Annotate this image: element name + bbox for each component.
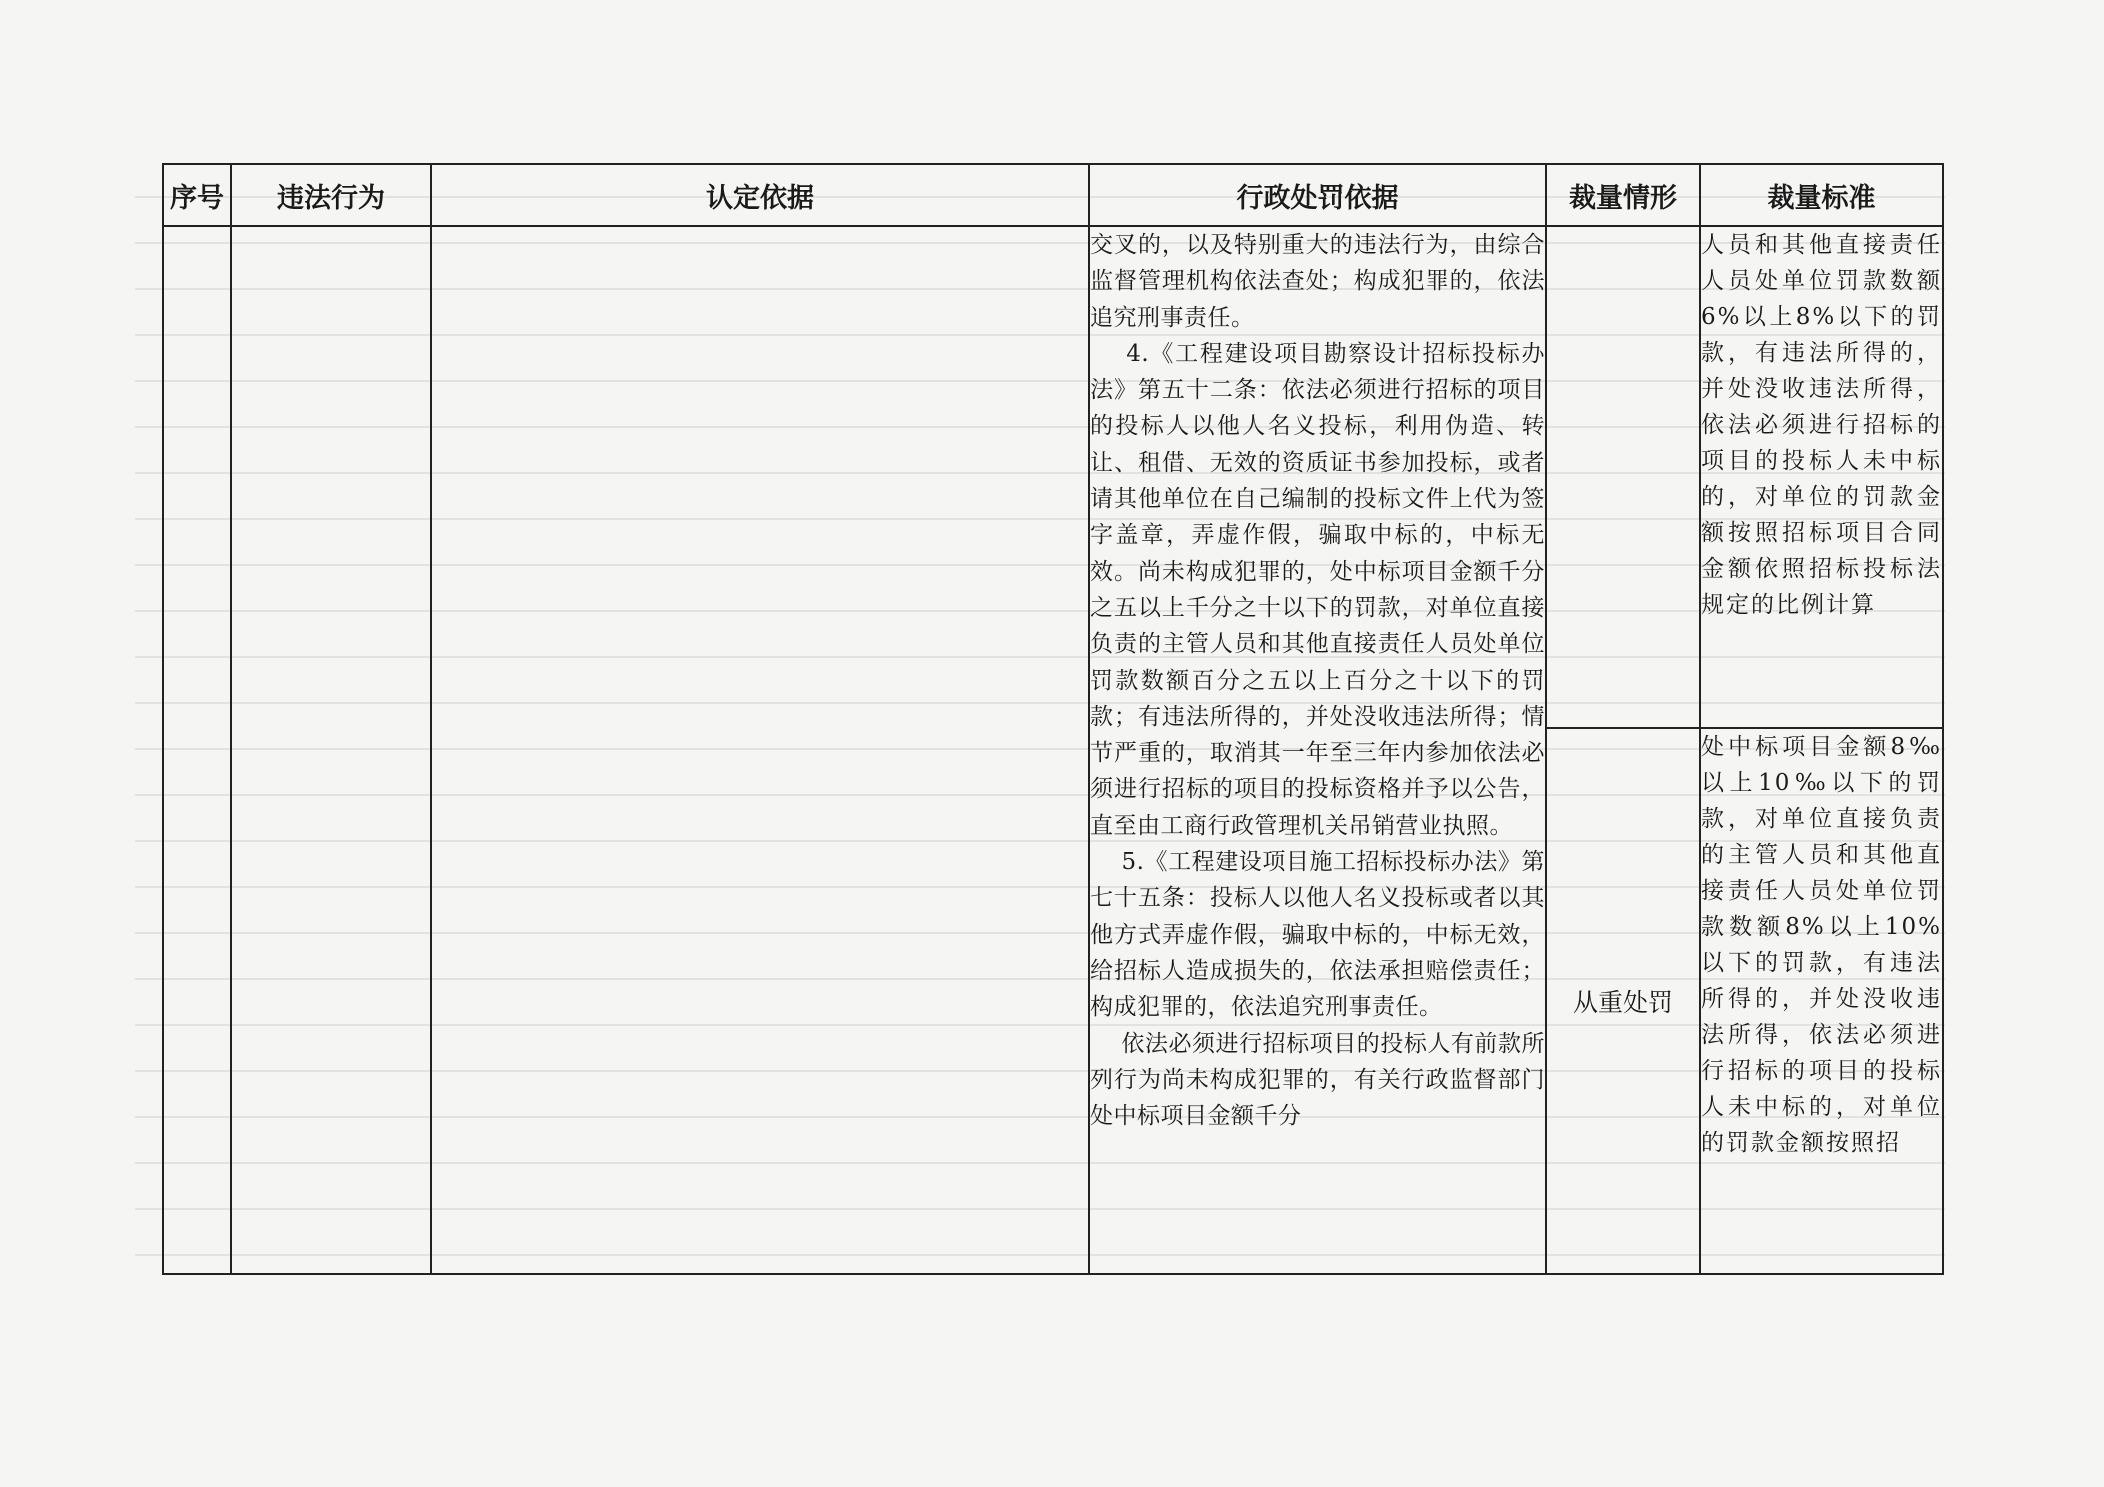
header-penalty-basis: 行政处罚依据 bbox=[1089, 164, 1546, 226]
header-violation: 违法行为 bbox=[231, 164, 431, 226]
header-seq: 序号 bbox=[163, 164, 231, 226]
cell-basis bbox=[431, 226, 1089, 1274]
table-row bbox=[163, 226, 1943, 728]
cell-standard-1: 人员和其他直接责任人员处单位罚款数额6%以上8%以下的罚款，有违法所得的，并处没收违法所得，依法必须进行招标的项目的投标人未中标的，对单位的罚款金额按照招标项目合同金额依照招标投标法规定的比例计算 bbox=[1700, 226, 1943, 728]
cell-violation bbox=[231, 226, 431, 1274]
cell-situation-1 bbox=[1546, 226, 1700, 728]
cell-situation-2: 从重处罚 bbox=[1546, 728, 1700, 1274]
header-basis: 认定依据 bbox=[431, 164, 1089, 226]
cell-standard-2: 处中标项目金额8‰以上10‰以下的罚款，对单位直接负责的主管人员和其他直接责任人员处单位罚款数额8%以上10%以下的罚款，有违法所得的，并处没收违法所得，依法必须进行招标的项目的投标人未中标的，对单位的罚款金额按照招 bbox=[1700, 728, 1943, 1274]
penalty-discretion-table bbox=[162, 163, 1944, 1275]
cell-seq bbox=[163, 226, 231, 1274]
table-header-row bbox=[163, 164, 1943, 226]
header-situation: 裁量情形 bbox=[1546, 164, 1700, 226]
cell-penalty-basis: 交叉的，以及特别重大的违法行为，由综合监督管理机构依法查处；构成犯罪的，依法追究刑事责任。 4.《工程建设项目勘察设计招标投标办法》第五十二条：依法必须进行招标的项目的投标人以他人名义投标，利用伪造、转让、租借、无效的资质证书参加投标，或者请其他单位在自己编制的投标文件上代为签字盖章，弄虚作假，骗取中标的，中标无效。尚未构成犯罪的，处中标项目金额千分之五以上千分之十以下的罚款，对单位直接负责的主管人员和其他直接责任人员处单位罚款数额百分之五以上百分之十以下的罚款；有违法所得的，并处没收违法所得；情节严重的，取消其一年至三年内参加依法必须进行招标的项目的投标资格并予以公告，直至由工商行政管理机关吊销营业执照。 5.《工程建设项目施工招标投标办法》第七十五条：投标人以他人名义投标或者以其他方式弄虚作假，骗取中标的，中标无效，给招标人造成损失的，依法承担赔偿责任；构成犯罪的，依法追究刑事责任。 依法必须进行招标项目的投标人有前款所列行为尚未构成犯罪的，有关行政监督部门处中标项目金额千分 bbox=[1089, 226, 1546, 1274]
header-standard: 裁量标准 bbox=[1700, 164, 1943, 226]
